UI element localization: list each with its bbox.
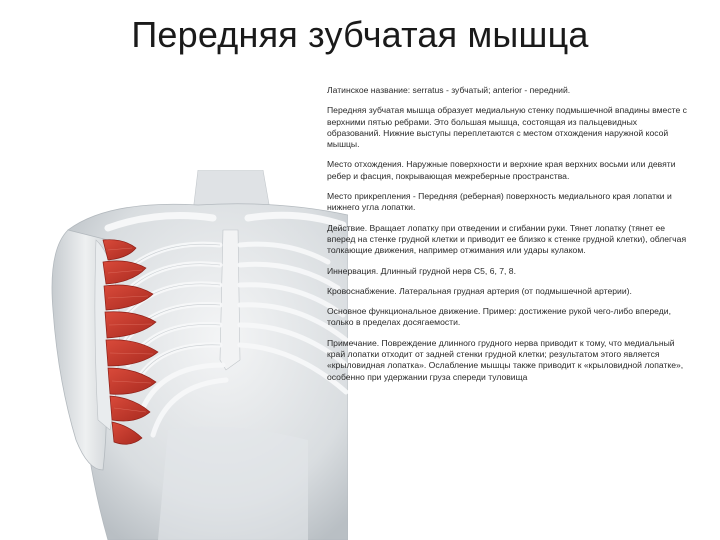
functional-movement-paragraph: Основное функциональное движение. Пример: достижение рукой чего-либо впереди, только в пределах досягаемости. (327, 306, 671, 328)
description-text (327, 85, 689, 392)
overview-paragraph: Передняя зубчатая мышца образует медиальную стенку подмышечной впадины вместе с верхними пятью ребрами. Это большая мышца, состоящая из пальцевидных образований. Нижние выступы переплетаются с местом отхождения наружной косой мышцы. (327, 105, 687, 150)
action-paragraph: Действие. Вращает лопатку при отведении и сгибании руки. Тянет лопатку (тянет ее вперед на стенке грудной клетки и приводит ее близко к стенке грудной клетки), облегчая толкающие движения, например отжимания или удары кулаком. (327, 222, 687, 256)
latin-name-paragraph: Латинское название: serratus - зубчатый; anterior - передний. (327, 85, 571, 95)
innervation-paragraph: Иннервация. Длинный грудной нерв С5, 6, 7, 8. (327, 265, 516, 276)
blood-supply-paragraph: Кровоснабжение. Латеральная грудная артерия (от подмышечной артерии). (327, 285, 632, 296)
page-title: Передняя зубчатая мышца (131, 14, 589, 55)
anatomy-illustration (48, 170, 348, 540)
insertion-paragraph: Место прикрепления - Передняя (реберная) поверхность медиального края лопатки и нижнего угла лопатки. (327, 191, 672, 213)
origin-paragraph: Место отхождения. Наружные поверхности и верхние края верхних восьми или девяти ребер и фасция, покрывающая межреберные пространства. (327, 159, 676, 181)
note-paragraph: Примечание. Повреждение длинного грудного нерва приводит к тому, что медиальный край лопатки отходит от задней стенки грудной клетки; результатом этого является «крыловидная лопатка». Ослабление мышцы также приводит к «крыловидной лопатке», особенно при удержании груза спереди туловища (327, 337, 684, 382)
